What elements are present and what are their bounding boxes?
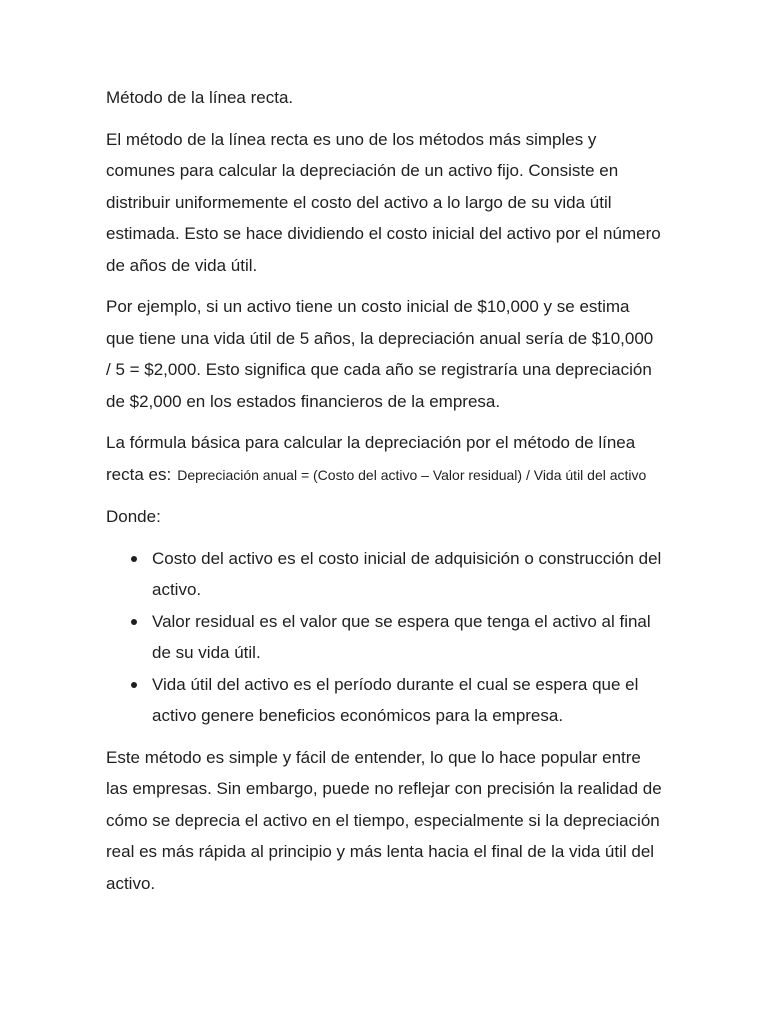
paragraph-definition: El método de la línea recta es uno de los métodos más simples y comunes para calcular la depreciación de un activo fijo. Consiste en distribuir uniformemente el costo del activo a lo largo de su vida útil estimada. Esto se hace dividiendo el costo inicial del activo por el número de años de vida útil. [106, 129, 661, 275]
paragraph-formula [106, 427, 662, 491]
document-page [106, 82, 662, 909]
list-item-text: Vida útil del activo es el período durante el cual se espera que el activo genere beneficios económicos para la empresa. [152, 674, 639, 725]
definitions-list [106, 543, 662, 732]
list-item [106, 669, 662, 732]
paragraph-example: Por ejemplo, si un activo tiene un costo inicial de $10,000 y se estima que tiene una vida útil de 5 años, la depreciación anual sería de $10,000 / 5 = $2,000. Esto significa que cada año se registraría una depreciación de $2,000 en los estados financieros de la empresa. [106, 297, 654, 411]
list-item [106, 543, 662, 606]
bullet-icon [131, 619, 137, 625]
list-item-text: Valor residual es el valor que se espera que tenga el activo al final de su vida útil. [152, 611, 651, 662]
formula-text: Depreciación anual = (Costo del activo – Valor residual) / Vida útil del activo [177, 466, 647, 483]
donde-label: Donde: [106, 507, 161, 526]
bullet-icon [131, 556, 137, 562]
paragraph-conclusion: Este método es simple y fácil de entender, lo que lo hace popular entre las empresas. Sin embargo, puede no reflejar con precisión la realidad de cómo se deprecia el activo en el tiempo, especialmente si la depreciación real es más rápida al principio y más lenta hacia el final de la vida útil del activo. [106, 747, 662, 893]
formula-lead-text: La fórmula básica para calcular la depreciación por el método de línea recta es: [106, 433, 636, 484]
list-item-text: Costo del activo es el costo inicial de adquisición o construcción del activo. [152, 548, 662, 599]
list-item [106, 606, 662, 669]
bullet-icon [131, 682, 137, 688]
document-title: Método de la línea recta. [106, 88, 294, 107]
